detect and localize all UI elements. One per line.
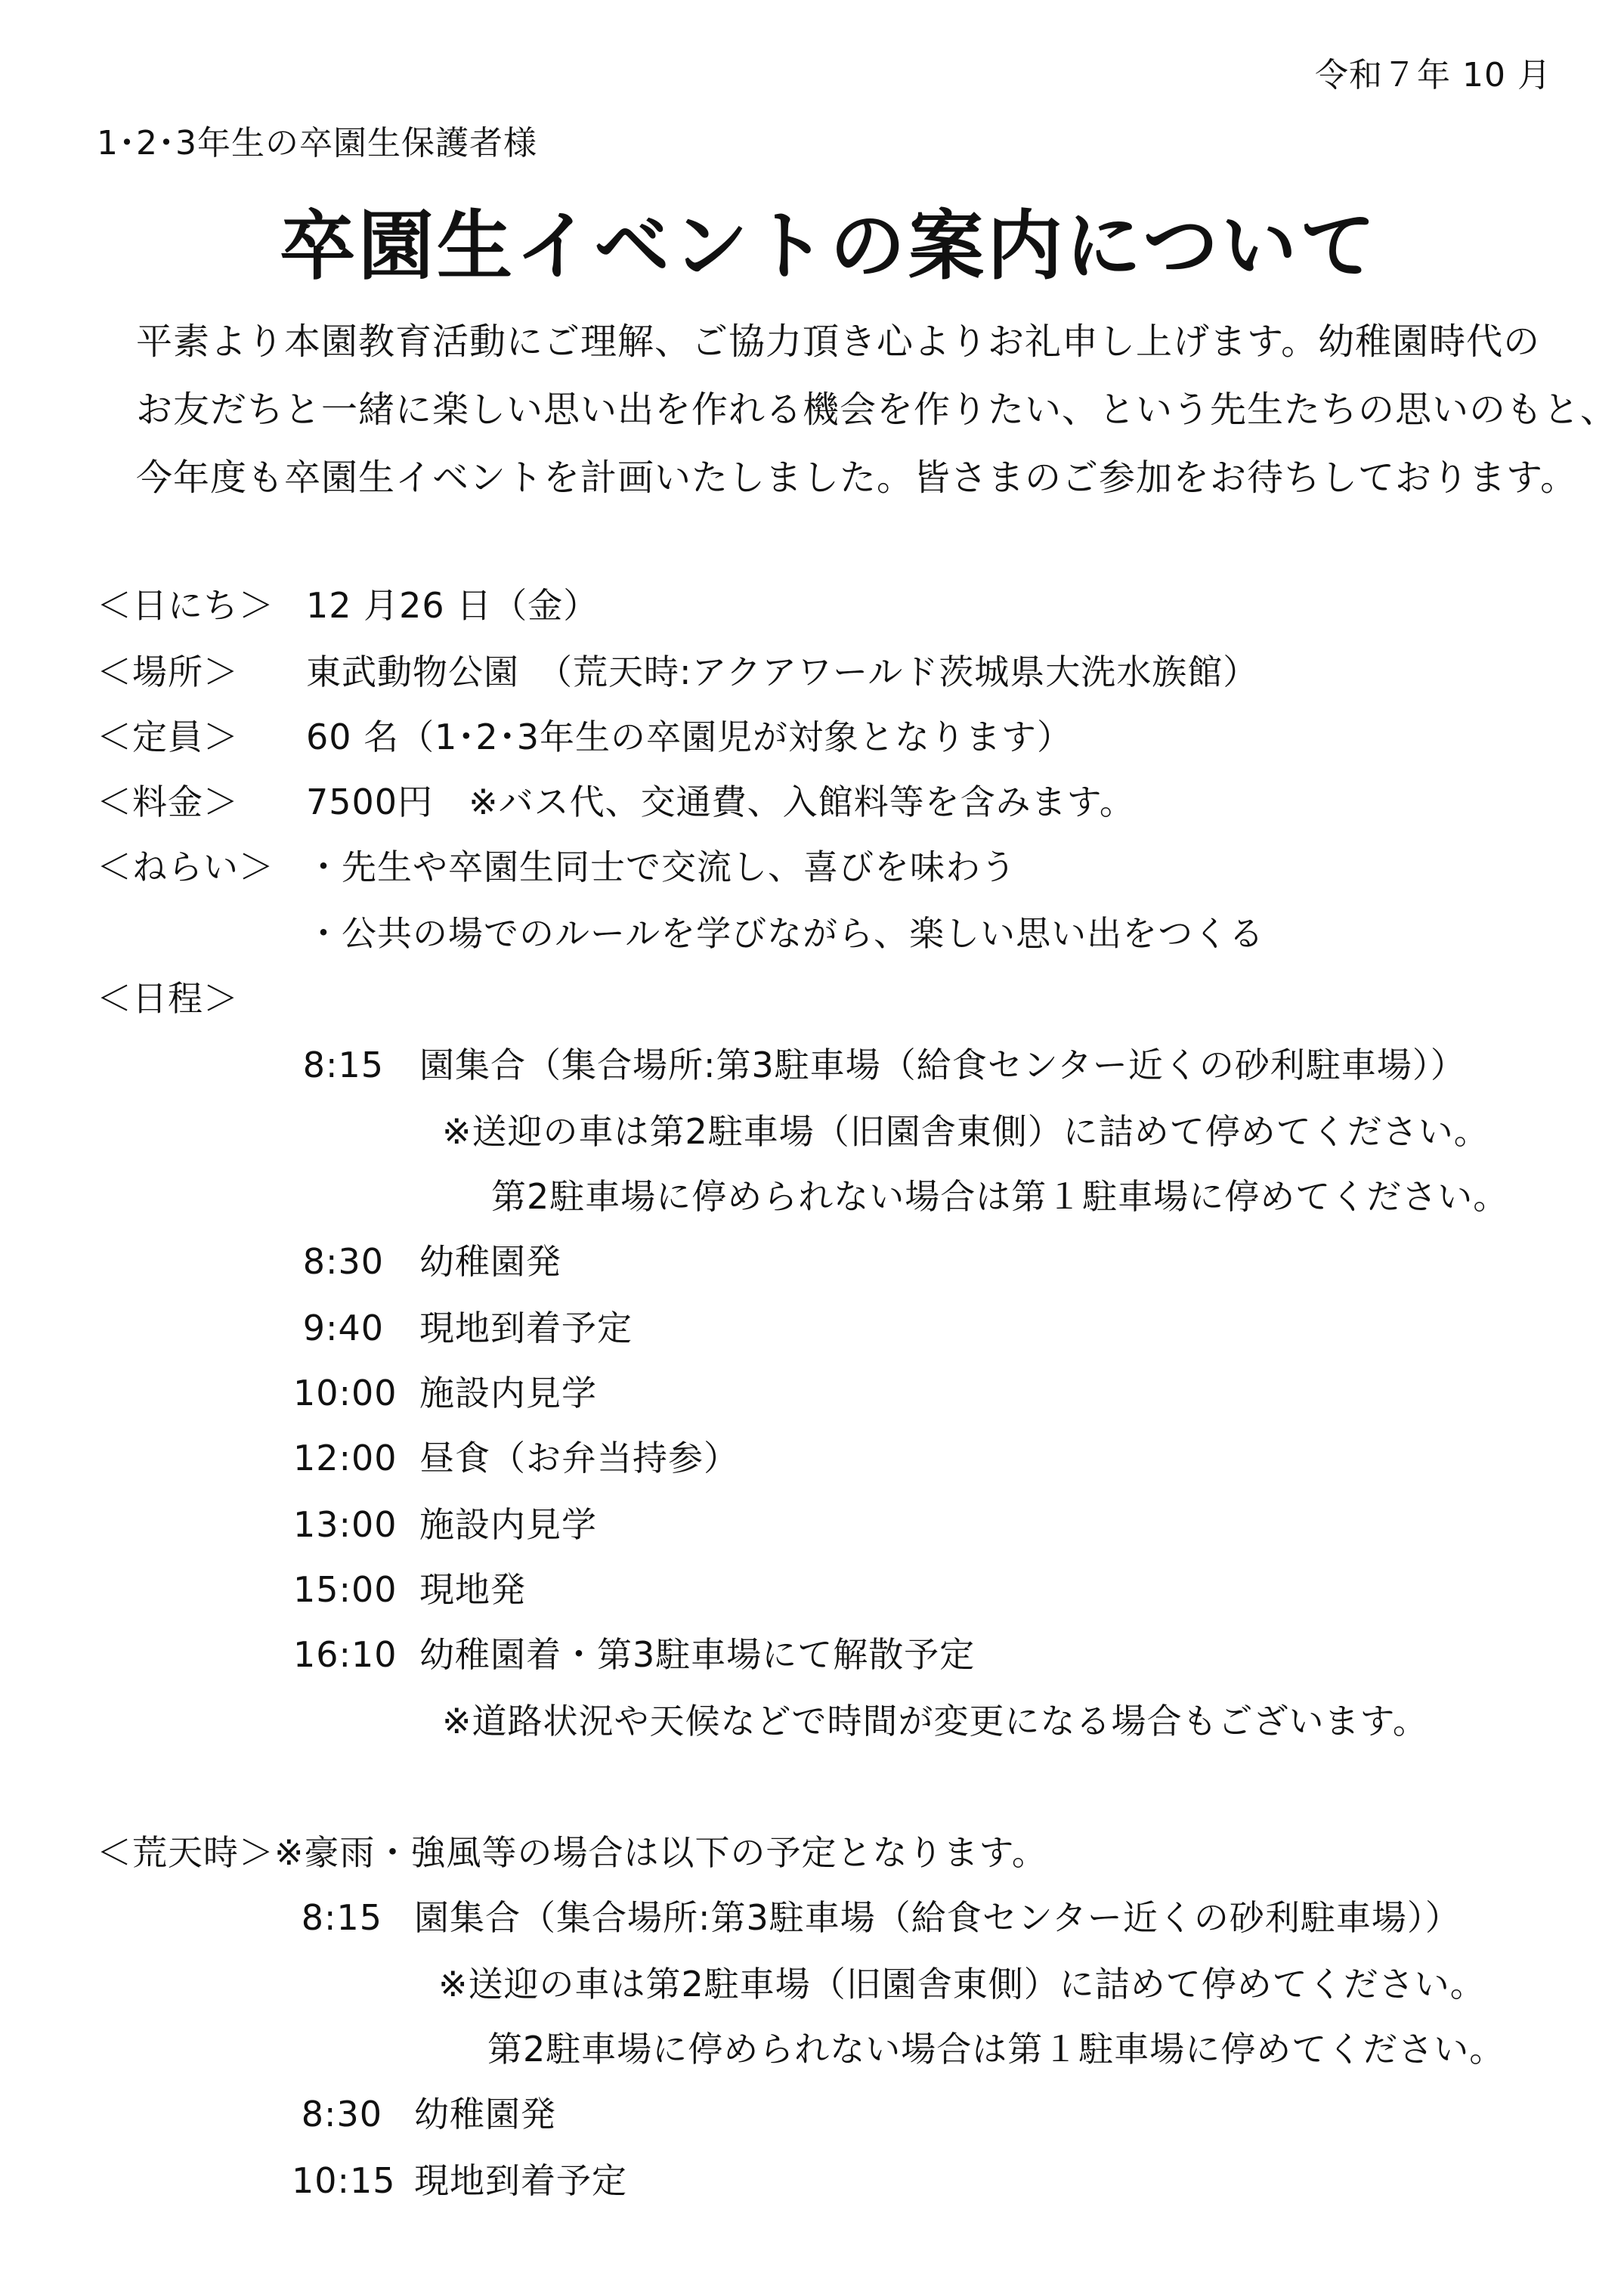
schedule-time: 9:40 — [302, 1308, 384, 1348]
fee-label: ＜料金＞ — [97, 782, 239, 822]
fee-value: 7500円 ※バス代、交通費、入館料等を含みます。 — [306, 782, 1135, 822]
rain-schedule-label: ＜荒天時＞※豪雨・強風等の場合は以下の予定となります。 — [97, 1832, 1047, 1873]
schedule-activity: 現地到着予定 — [419, 1308, 633, 1348]
capacity-value: 60 名（1･2･3年生の卒園児が対象となります） — [306, 717, 1072, 757]
intro-line-3: 今年度も卒園生イベントを計画いたしました。皆さまのご参加をお待ちしております。 — [136, 457, 1578, 499]
schedule-time: 8:30 — [302, 1241, 384, 1282]
parking-note-alt: 第2駐車場に停められない場合は第１駐車場に停めてください。 — [491, 1176, 1509, 1217]
schedule-activity: 幼稚園発 — [419, 1241, 561, 1282]
rain-parking-note-alt: 第2駐車場に停められない場合は第１駐車場に停めてください。 — [487, 2029, 1505, 2070]
issue-date: 令和７年 10 月 — [1315, 56, 1551, 94]
rain-schedule-time: 8:15 — [301, 1897, 382, 1938]
schedule-time: 16:10 — [293, 1634, 397, 1675]
schedule-label: ＜日程＞ — [97, 978, 239, 1019]
rain-schedule-time: 10:15 — [292, 2160, 396, 2201]
date-value: 12 月26 日（金） — [306, 585, 599, 626]
capacity-label: ＜定員＞ — [97, 717, 239, 757]
purpose-item-2: ・公共の場でのルールを学びながら、楽しい思い出をつくる — [306, 913, 1265, 954]
schedule-time: 12:00 — [293, 1438, 397, 1478]
schedule-time: 13:00 — [293, 1504, 397, 1545]
schedule-activity: 幼稚園着・第3駐車場にて解散予定 — [419, 1634, 976, 1675]
rain-schedule-time: 8:30 — [301, 2094, 382, 2135]
rain-parking-note: ※送迎の車は第2駐車場（旧園舎東側）に詰めて停めてください。 — [438, 1964, 1486, 2005]
rain-schedule-activity: 幼稚園発 — [414, 2094, 556, 2135]
schedule-time: 8:15 — [302, 1045, 384, 1085]
intro-line-2: お友だちと一緒に楽しい思い出を作れる機会を作りたい、という先生たちの思いのもと、 — [136, 389, 1618, 431]
rain-schedule-activity: 園集合（集合場所:第3駐車場（給食センター近くの砂利駐車場）） — [414, 1897, 1461, 1938]
delay-note: ※道路状況や天候などで時間が変更になる場合もございます。 — [442, 1701, 1428, 1741]
rain-schedule-activity: 現地到着予定 — [414, 2160, 627, 2201]
intro-line-1: 平素より本園教育活動にご理解、ご協力頂き心よりお礼申し上げます。幼稚園時代の — [136, 320, 1541, 363]
schedule-activity: 現地発 — [419, 1569, 526, 1610]
schedule-activity: 施設内見学 — [419, 1504, 597, 1545]
schedule-time: 10:00 — [293, 1373, 397, 1413]
recipient-line: 1･2･3年生の卒園生保護者様 — [97, 124, 537, 163]
schedule-activity: 園集合（集合場所:第3駐車場（給食センター近くの砂利駐車場）） — [419, 1045, 1466, 1085]
schedule-time: 15:00 — [293, 1569, 397, 1610]
schedule-activity: 施設内見学 — [419, 1373, 597, 1413]
date-label: ＜日にち＞ — [97, 585, 274, 626]
schedule-activity: 昼食（お弁当持参） — [419, 1438, 739, 1478]
parking-note: ※送迎の車は第2駐車場（旧園舎東側）に詰めて停めてください。 — [442, 1111, 1489, 1152]
purpose-item-1: ・先生や卒園生同士で交流し、喜びを味わう — [306, 847, 1016, 887]
place-label: ＜場所＞ — [97, 652, 239, 692]
place-value: 東武動物公園 （荒天時:アクアワールド茨城県大洗水族館） — [306, 652, 1259, 692]
purpose-label: ＜ねらい＞ — [97, 847, 274, 887]
document-title: 卒園生イベントの案内について — [280, 202, 1378, 290]
